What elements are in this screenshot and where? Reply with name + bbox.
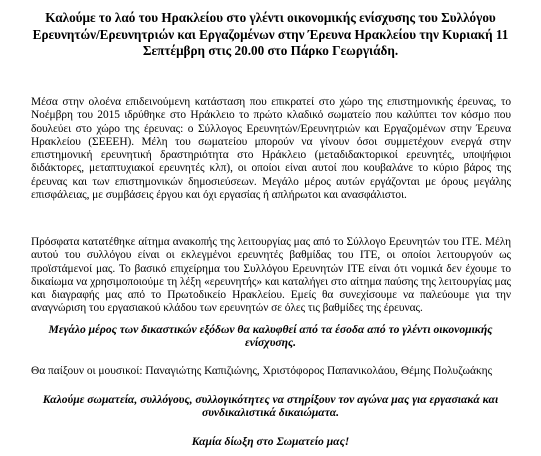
- page-title: Καλούμε το λαό του Ηρακλείου στο γλέντι οικονομικής ενίσχυσης του Συλλόγου Ερευνητών/Ερευνητριών και Εργαζομένων στην Έρευνα Ηρακλείου την Κυριακή 11 Σεπτέμβρη στις 20.00 στο Πάρκο Γεωργιάδη.: [32, 10, 509, 58]
- slogan: Καμία δίωξη στο Σωματείο μας!: [191, 435, 350, 448]
- paragraph-union-founding: Μέσα στην ολοένα επιδεινούμενη κατάσταση που επικρατεί στο χώρο της επιστημονικής έρευνας, το Νοέμβρη του 2015 ιδρύθηκε στο Ηράκλειο το πρώτο κλαδικό σωματείο που καλύπτει τον κόσμο που δουλεύει στο χώρο της έρευνας: ο Σύλλογος Ερευνητών/Ερευνητριών και Εργαζομένων στην Έρευνα Ηρακλείου (ΣΕΕΕΗ). Μέλη του σωματείου μπορούν να γίνουν όσοι συμμετέχουν ενεργά στην επιστημονική ερευνητική δραστηριότητα στο Ηράκλειο (μεταδιδακτορικοί ερευνητές, υποψήφιοι διδάκτορες, μεταπτυχιακοί ερευνητές κλπ), οι οποίοι είναι αυτοί που κουβαλάνε το κύριο βάρος της έρευνας και των επιστημονικών δημοσιεύσεων. Μεγάλο μέρος αυτών εργάζονται με όρους μεγάλης επισφάλειας, με συμβάσεις έργου και όχι εργασίας ή απλήρωτοι και ανασφάλιστοι.: [31, 96, 511, 202]
- legal-costs-notice: Μεγάλο μέρος των δικαστικών εξόδων θα καλυφθεί από τα έσοδα από το γλέντι οικονομικής ενίσχυσης.: [48, 323, 493, 350]
- call-to-support: Καλούμε σωματεία, συλλόγους, συλλογικότητες να στηρίξουν τον αγώνα μας για εργασιακά και συνδικαλιστικά δικαιώματα.: [42, 393, 499, 420]
- paragraph-legal-challenge: Πρόσφατα κατατέθηκε αίτημα ανακοπής της λειτουργίας μας από το Σύλλογο Ερευνητών του ΙΤΕ. Μέλη αυτού του συλλόγου είναι οι εκλεγμένοι ερευνητές βαθμίδας του ΙΤΕ, οι οποίοι λειτουργούν ως προϊστάμενοί μας. Το βασικό επιχείρημα του Συλλόγου Ερευνητών ΙΤΕ είναι ότι νομικά δεν έχουμε το δικαίωμα να χρησιμοποιούμε τη λέξη «ερευνητής» και καταλήγει στο αίτημα παύσης της λειτουργίας μας και διαγραφής μας από το Πρωτοδικείο Ηρακλείου. Εμείς θα συνεχίσουμε να παλεύουμε για την αναγνώριση του εργασιακού κλάδου των ερευνητών σε όλες τις βαθμίδες της έρευνας.: [31, 236, 511, 315]
- musicians-line: Θα παίξουν οι μουσικοί: Παναγιώτης Καπιζιώνης, Χριστόφορος Παπανικολάου, Θέμης Πολυζωάκης: [31, 365, 493, 377]
